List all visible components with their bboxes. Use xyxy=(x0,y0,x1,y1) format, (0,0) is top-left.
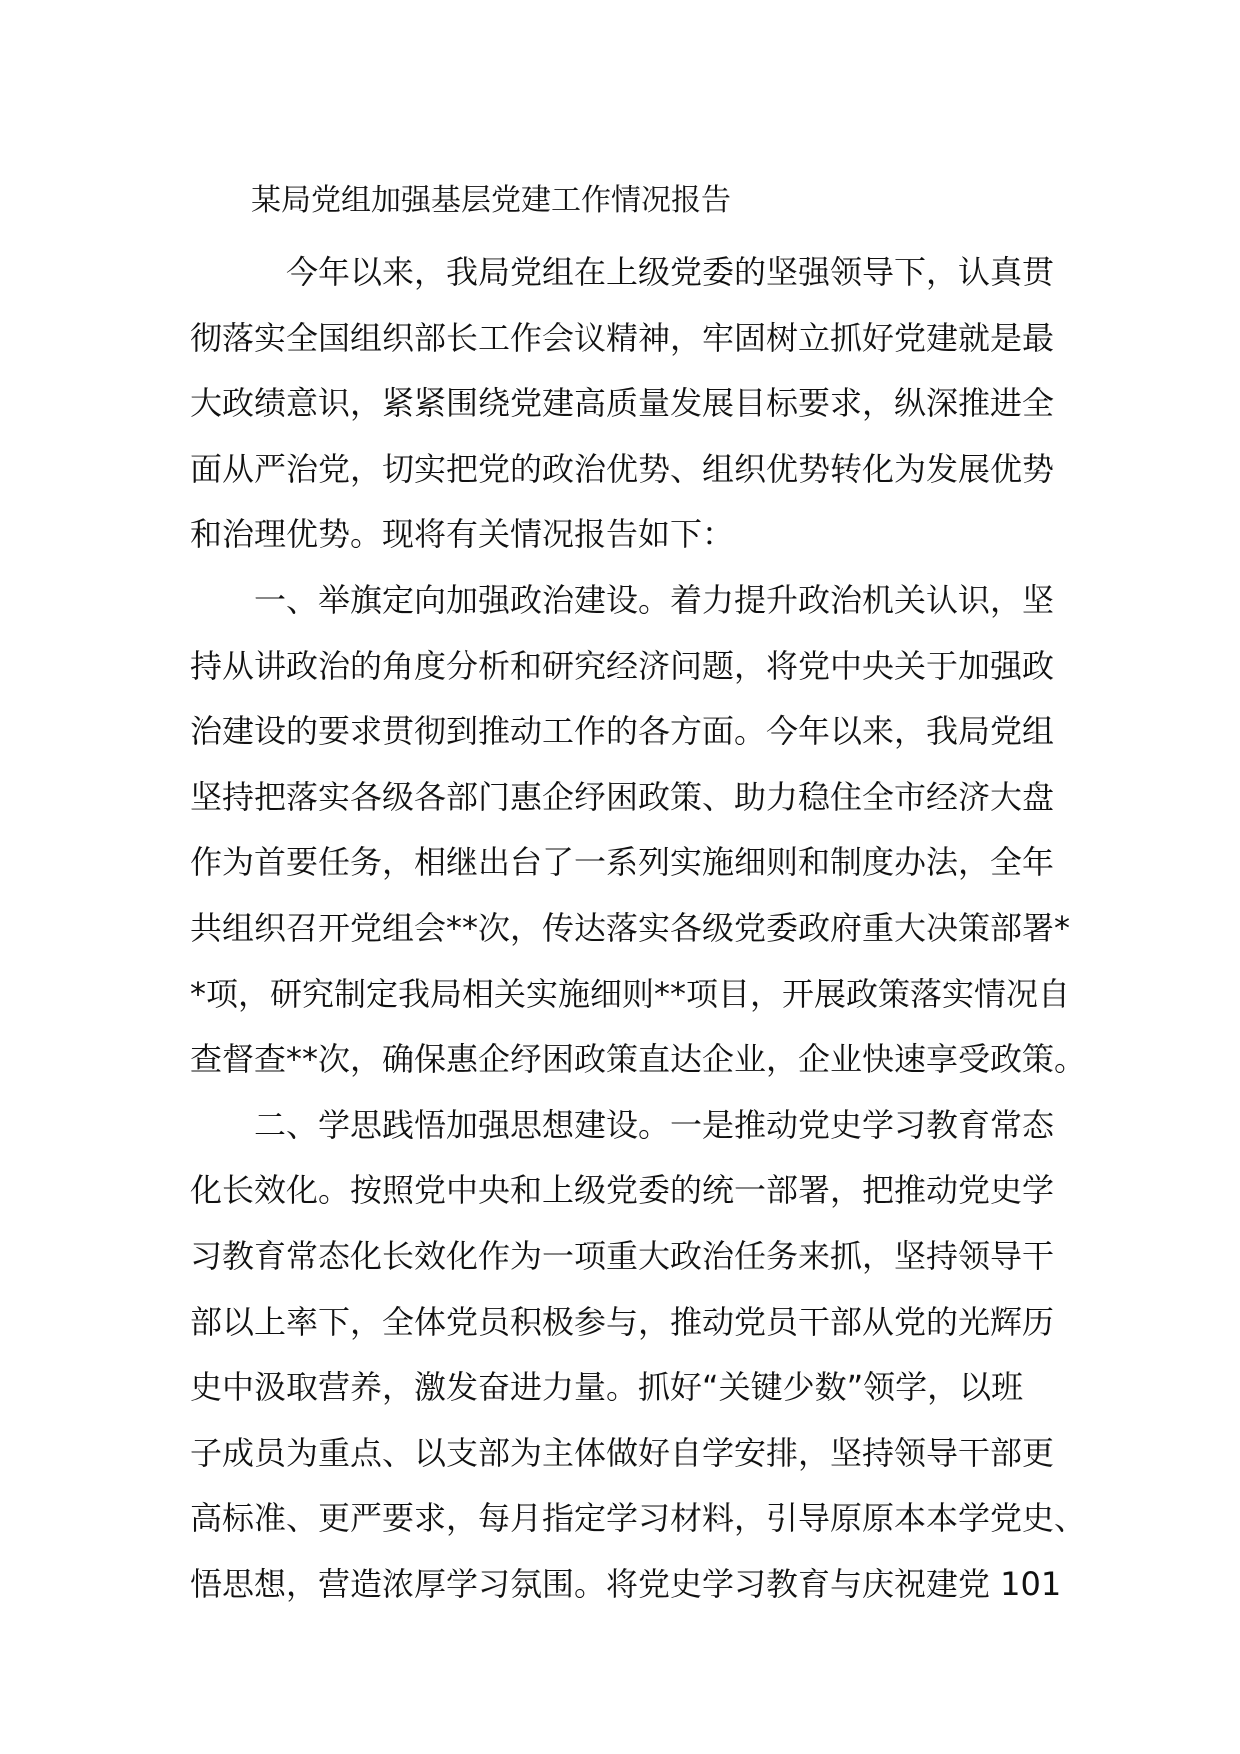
paragraph-line: 子成员为重点、以支部为主体做好自学安排，坚持领导干部更 xyxy=(190,1433,1055,1472)
paragraph-line: 查督查**次，确保惠企纾困政策直达企业，企业快速享受政策。 xyxy=(190,1040,1087,1079)
paragraph-line: 二、学思践悟加强思想建设。一是推动党史学习教育常态 xyxy=(254,1105,1055,1144)
paragraph-line: *项，研究制定我局相关实施细则**项目，开展政策落实情况自 xyxy=(190,974,1071,1013)
paragraph-line: 化长效化。按照党中央和上级党委的统一部署，把推动党史学 xyxy=(190,1171,1055,1210)
paragraph-line: 作为首要任务，相继出台了一系列实施细则和制度办法，全年 xyxy=(190,843,1055,882)
paragraph-line: 一、举旗定向加强政治建设。着力提升政治机关认识，坚 xyxy=(254,580,1055,619)
paragraph-line: 大政绩意识，紧紧围绕党建高质量发展目标要求，纵深推进全 xyxy=(190,384,1055,423)
paragraph-line: 悟思想，营造浓厚学习氛围。将党史学习教育与庆祝建党 101 xyxy=(190,1564,1062,1603)
paragraph-line: 治建设的要求贯彻到推动工作的各方面。今年以来，我局党组 xyxy=(190,712,1055,751)
paragraph-line: 和治理优势。现将有关情况报告如下： xyxy=(190,515,735,554)
paragraph-line: 史中汲取营养，激发奋进力量。抓好“关键少数”领学，以班 xyxy=(190,1368,1024,1407)
paragraph-line: 面从严治党，切实把党的政治优势、组织优势转化为发展优势 xyxy=(190,449,1055,488)
paragraph-line: 持从讲政治的角度分析和研究经济问题，将党中央关于加强政 xyxy=(190,646,1055,685)
document-body xyxy=(190,240,1087,1617)
paragraph-line: 共组织召开党组会**次，传达落实各级党委政府重大决策部署* xyxy=(190,908,1071,947)
paragraph-line: 今年以来，我局党组在上级党委的坚强领导下，认真贯 xyxy=(286,253,1055,291)
paragraph-line: 坚持把落实各级各部门惠企纾困政策、助力稳住全市经济大盘 xyxy=(190,777,1055,816)
document-title: 某局党组加强基层党建工作情况报告 xyxy=(251,183,731,218)
paragraph-line: 习教育常态化长效化作为一项重大政治任务来抓，坚持领导干 xyxy=(190,1236,1055,1275)
paragraph-line: 部以上率下，全体党员积极参与，推动党员干部从党的光辉历 xyxy=(190,1302,1055,1341)
paragraph-line: 彻落实全国组织部长工作会议精神，牢固树立抓好党建就是最 xyxy=(190,318,1055,357)
paragraph-line: 高标准、更严要求，每月指定学习材料，引导原原本本学党史、 xyxy=(190,1499,1087,1538)
